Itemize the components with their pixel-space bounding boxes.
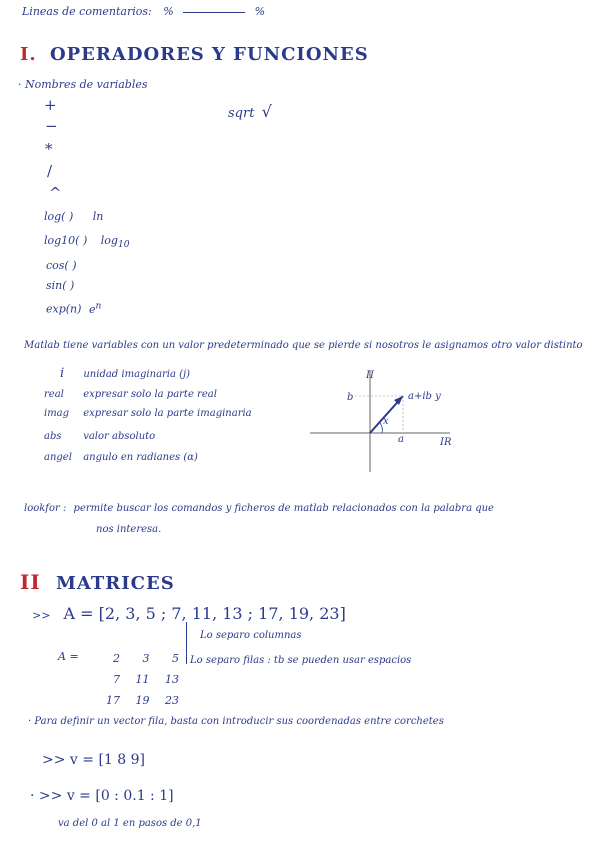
var-name: angel bbox=[44, 452, 72, 463]
function-name: log( ) bbox=[44, 210, 74, 223]
var-name: i bbox=[60, 366, 65, 381]
bullet-dot: · bbox=[28, 716, 35, 727]
subheading-text: Nombres de variables bbox=[25, 78, 148, 91]
operator-power: ^ bbox=[49, 184, 62, 202]
percent-right: % bbox=[254, 5, 266, 18]
note-bracket bbox=[186, 622, 188, 664]
var-imag bbox=[44, 408, 252, 419]
point-label: a+ib y bbox=[408, 391, 441, 402]
function-cos bbox=[46, 259, 77, 272]
bullet-dot: · bbox=[18, 78, 25, 91]
vector-note-text: Para definir un vector fila, basta con introducir sus coordenadas entre corchetes bbox=[34, 716, 444, 727]
function-name: log10( ) bbox=[44, 234, 88, 247]
section1-heading bbox=[20, 44, 369, 65]
matrix-definition: A = [2, 3, 5 ; 7, 11, 13 ; 17, 19, 23] bbox=[63, 604, 346, 623]
section1-number: I. bbox=[20, 44, 37, 65]
function-name: cos( ) bbox=[46, 259, 77, 272]
function-note-wrap bbox=[88, 300, 102, 316]
var-name: imag bbox=[44, 408, 70, 419]
vector-note bbox=[28, 716, 444, 727]
operator-plus: + bbox=[44, 96, 57, 114]
range-note: va del 0 al 1 en pasos de 0,1 bbox=[58, 818, 202, 829]
var-name: abs bbox=[44, 431, 62, 442]
matrix-cell: 5 bbox=[172, 652, 179, 665]
section2-title: MATRICES bbox=[56, 573, 175, 594]
matrix-cell: 11 bbox=[135, 673, 150, 686]
function-subscript: 10 bbox=[117, 239, 130, 251]
matrix-cell: 19 bbox=[135, 694, 150, 707]
angle-label: x bbox=[383, 416, 389, 427]
operator-times: * bbox=[45, 140, 53, 158]
var-name: real bbox=[44, 389, 64, 400]
function-sin bbox=[46, 279, 74, 292]
var-desc: valor absoluto bbox=[83, 431, 156, 442]
function-exp bbox=[46, 300, 101, 316]
lookfor-line-2: nos interesa. bbox=[96, 524, 162, 535]
axis-y-label: II bbox=[366, 370, 374, 381]
vector-command: >> v = [1 8 9] bbox=[42, 752, 145, 768]
matlab-note: Matlab tiene variables con un valor predeterminado que se pierde si nosotros le asignamos otro valor distinto bbox=[24, 340, 583, 351]
var-desc: unidad imaginaria (j) bbox=[83, 369, 191, 380]
matrix-cell: 17 bbox=[106, 694, 120, 707]
matrix-output bbox=[96, 648, 179, 711]
note-rows: Lo separo filas : tb se pueden usar espacios bbox=[190, 655, 412, 666]
comment-lines-line bbox=[22, 5, 265, 18]
note-columns: Lo separo columnas bbox=[200, 630, 302, 641]
lookfor-text: permite buscar los comandos y ficheros de matlab relacionados con la palabra que bbox=[73, 503, 494, 514]
a-label: a bbox=[398, 434, 404, 445]
function-log bbox=[44, 210, 103, 223]
angle-arc bbox=[380, 423, 382, 433]
function-note: ln bbox=[92, 210, 104, 223]
function-superscript: n bbox=[95, 300, 102, 311]
sqrt-icon: √ bbox=[261, 102, 272, 121]
function-name: sin( ) bbox=[46, 279, 75, 292]
range-command-text: >> v = [0 : 0.1 : 1] bbox=[38, 788, 174, 804]
matrix-cell: 2 bbox=[113, 652, 120, 665]
sqrt-label: sqrt bbox=[228, 106, 255, 121]
function-note-wrap bbox=[100, 234, 130, 251]
function-log10 bbox=[44, 234, 130, 250]
var-i bbox=[60, 366, 190, 381]
lookfor-label: lookfor : bbox=[24, 503, 67, 514]
var-angel bbox=[44, 452, 198, 463]
operator-minus: − bbox=[45, 117, 58, 135]
matrix-cell: 13 bbox=[165, 673, 179, 686]
matrix-row bbox=[96, 669, 179, 690]
section2-number: II bbox=[20, 570, 41, 594]
matrix-cell: 23 bbox=[165, 694, 179, 707]
var-desc: angulo en radianes (α) bbox=[83, 452, 198, 463]
variables-subheading bbox=[18, 78, 148, 91]
function-note: e bbox=[88, 302, 96, 316]
prompt: >> bbox=[32, 609, 51, 622]
operator-divide: / bbox=[47, 162, 53, 180]
range-command bbox=[30, 788, 174, 804]
matrix-row bbox=[96, 648, 179, 669]
bullet-dot: · bbox=[30, 788, 39, 804]
function-note: log bbox=[100, 234, 118, 247]
var-desc: expresar solo la parte imaginaria bbox=[83, 408, 252, 419]
b-label: b bbox=[347, 392, 354, 403]
var-abs bbox=[44, 431, 155, 442]
axis-x-label: IR bbox=[440, 437, 452, 448]
section1-title: OPERADORES Y FUNCIONES bbox=[49, 44, 369, 65]
matrix-cell: 3 bbox=[142, 652, 150, 665]
percent-left: % bbox=[163, 5, 174, 18]
section2-heading bbox=[20, 570, 175, 594]
function-name: exp(n) bbox=[46, 302, 82, 316]
matrix-row bbox=[96, 690, 179, 711]
lookfor-line-1 bbox=[24, 503, 494, 514]
blank-underline bbox=[183, 12, 245, 13]
comment-lines-label: Lineas de comentarios: bbox=[22, 5, 152, 18]
matrix-cell: 7 bbox=[113, 673, 120, 686]
sqrt-note bbox=[228, 102, 272, 121]
matrix-label: A = bbox=[58, 650, 79, 663]
var-real bbox=[44, 389, 217, 400]
var-desc: expresar solo la parte real bbox=[83, 389, 217, 400]
matrix-command bbox=[32, 604, 346, 623]
